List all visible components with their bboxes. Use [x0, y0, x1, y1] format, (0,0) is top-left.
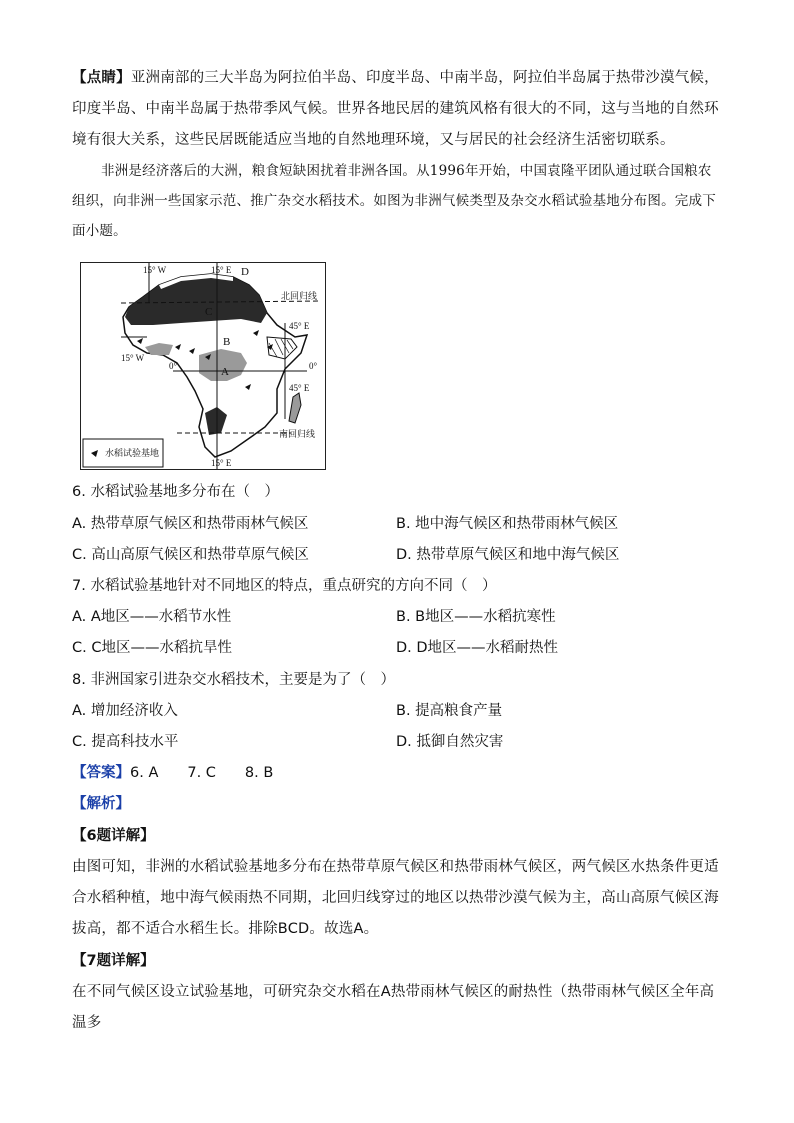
- label-15e-top: 15° E: [211, 265, 232, 275]
- question-7-stem: 7. 水稻试验基地针对不同地区的特点，重点研究的方向不同（ ）: [72, 578, 497, 594]
- question-6-option-a: A. 热带草原气候区和热带雨林气候区: [72, 516, 309, 532]
- label-15w-left: 15° W: [121, 353, 145, 363]
- question-6-option-d: D. 热带草原气候区和地中海气候区: [396, 547, 620, 563]
- detail-6-text: 由图可知，非洲的水稻试验基地多分布在热带草原气候区和热带雨林气候区，两气候区水热条件更适合水稻种植，地中海气候雨热不同期，北回归线穿过的地区以热带沙漠气候为主，高山高原气候区海拔高，都不适合水稻生长。排除BCD。故选A。: [72, 859, 719, 937]
- label-region-d: D: [241, 266, 249, 278]
- question-6-stem: 6. 水稻试验基地多分布在（ ）: [72, 484, 279, 500]
- answer-label: 【答案】: [72, 765, 130, 781]
- question-8-option-a: A. 增加经济收入: [72, 703, 178, 719]
- question-7-option-c: C. C地区——水稻抗旱性: [72, 640, 232, 656]
- answer-line: [72, 763, 273, 783]
- analysis-label-text: 【解析】: [72, 796, 130, 812]
- answer-text: 6. A 7. C 8. B: [130, 765, 274, 781]
- detail-6-label-text: 【6题详解】: [72, 828, 155, 844]
- intro-text: 亚洲南部的三大半岛为阿拉伯半岛、印度半岛、中南半岛，阿拉伯半岛属于热带沙漠气候，印度半岛、中南半岛属于热带季风气候。世界各地民居的建筑风格有很大的不同，这与当地的自然环境有很大关系，这些民居既能适应当地的自然地理环境，又与居民的社会经济生活密切联系。: [72, 70, 719, 148]
- legend-label: 水稻试验基地: [105, 448, 160, 458]
- detail-6-label: [72, 826, 155, 846]
- intro-tag: 【点睛】: [72, 70, 131, 86]
- africa-climate-map: [80, 262, 326, 470]
- label-lat0-right: 0°: [309, 361, 318, 371]
- detail-7-text: 在不同气候区设立试验基地，可研究杂交水稻在A热带雨林气候区的耐热性（热带雨林气候区全年高温多: [72, 984, 715, 1031]
- label-45e-top: 45° E: [289, 321, 310, 331]
- label-region-c: C: [205, 306, 213, 318]
- question-7-option-d: D. D地区——水稻耐热性: [396, 640, 559, 656]
- label-tropic-cancer: 北回归线: [281, 291, 318, 301]
- question-6-option-b: B. 地中海气候区和热带雨林气候区: [396, 516, 619, 532]
- detail-7-label-text: 【7题详解】: [72, 953, 155, 969]
- question-8-option-d: D. 抵御自然灾害: [396, 734, 504, 750]
- madagascar: [289, 393, 301, 423]
- intro-paragraph: [72, 63, 722, 156]
- question-7-option-b: B. B地区——水稻抗寒性: [396, 609, 556, 625]
- label-tropic-capricorn: 南回归线: [279, 429, 316, 439]
- map-svg: [81, 263, 325, 469]
- question-8-option-c: C. 提高科技水平: [72, 734, 179, 750]
- desert-region: [125, 274, 267, 325]
- passage-paragraph: 非洲是经济落后的大洲，粮食短缺困扰着非洲各国。从1996年开始，中国袁隆平团队通过联合国粮农组织，向非洲一些国家示范、推广杂交水稻技术。如图为非洲气候类型及杂交水稻试验基地分布图。完成下面小题。: [72, 163, 716, 239]
- detail-7-label: [72, 951, 155, 971]
- label-region-b: B: [223, 336, 231, 348]
- analysis-label: [72, 794, 130, 814]
- label-45e-bottom: 45° E: [289, 383, 310, 393]
- question-8-option-b: B. 提高粮食产量: [396, 703, 503, 719]
- label-15e-bottom: 15° E: [211, 458, 232, 468]
- label-lat0-left: 0°: [169, 361, 178, 371]
- question-7-option-a: A. A地区——水稻节水性: [72, 609, 232, 625]
- label-region-a: A: [221, 366, 229, 378]
- label-15w-top: 15° W: [143, 265, 167, 275]
- question-8-stem: 8. 非洲国家引进杂交水稻技术，主要是为了（ ）: [72, 672, 395, 688]
- question-6-option-c: C. 高山高原气候区和热带草原气候区: [72, 547, 309, 563]
